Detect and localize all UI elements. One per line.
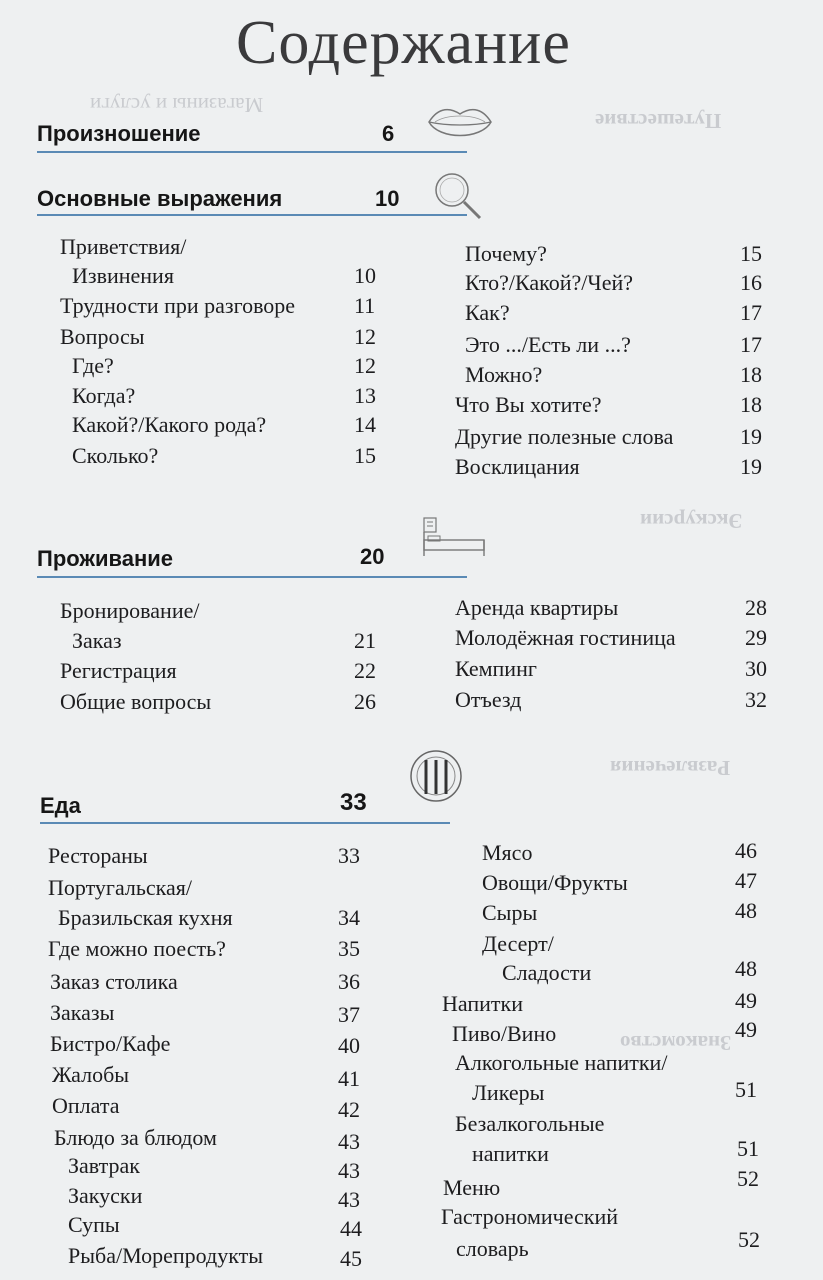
toc-entry: Сладости [502, 960, 592, 985]
toc-page: 33 [338, 843, 360, 868]
section-heading: Проживание [37, 546, 174, 571]
toc-entry: Почему? [465, 241, 547, 266]
bleed-through-text: Знакомство [620, 1031, 732, 1055]
toc-entry: Гастрономический [441, 1204, 619, 1229]
lips-icon [425, 100, 495, 146]
toc-entry: Регистрация [60, 658, 177, 683]
toc-page: 17 [740, 300, 762, 325]
toc-page: 26 [354, 689, 376, 714]
cutlery-plate-icon [408, 748, 464, 804]
section-rule [40, 822, 450, 824]
toc-entry: Десерт/ [482, 931, 554, 956]
toc-entry: Молодёжная гостиница [455, 625, 676, 650]
toc-entry: Это .../Есть ли ...? [465, 332, 631, 357]
toc-entry: Заказ [72, 628, 122, 653]
section-page: 10 [375, 186, 400, 211]
toc-page: 34 [338, 905, 360, 930]
toc-page: 48 [735, 898, 757, 923]
toc-entry: Сыры [482, 900, 538, 925]
toc-page: 22 [354, 658, 376, 683]
toc-page: 16 [740, 270, 762, 295]
toc-page: 51 [735, 1077, 757, 1102]
toc-entry: Алкогольные напитки/ [455, 1050, 668, 1075]
toc-entry: Рестораны [48, 843, 148, 868]
toc-entry: Где? [72, 353, 114, 378]
toc-page: 18 [740, 392, 762, 417]
toc-entry: Где можно поесть? [48, 936, 226, 961]
toc-entry: Овощи/Фрукты [482, 870, 628, 895]
toc-entry: напитки [472, 1141, 549, 1166]
toc-entry: Супы [68, 1212, 120, 1237]
toc-page: 44 [340, 1216, 362, 1241]
toc-page: 52 [737, 1166, 759, 1191]
toc-page: 42 [338, 1097, 360, 1122]
toc-page: 30 [745, 656, 767, 681]
toc-entry: Бистро/Кафе [50, 1031, 171, 1056]
toc-page: 49 [735, 1017, 757, 1042]
toc-page: 12 [354, 324, 376, 349]
section-heading: Произношение [37, 121, 201, 146]
toc-entry: Отъезд [455, 687, 522, 712]
toc-page: 15 [740, 241, 762, 266]
toc-entry: Закуски [68, 1183, 143, 1208]
toc-page: 17 [740, 332, 762, 357]
toc-page: 18 [740, 362, 762, 387]
toc-entry: Аренда квартиры [455, 595, 619, 620]
toc-page: 43 [338, 1129, 360, 1154]
toc-entry: Напитки [442, 991, 523, 1016]
section-rule [37, 214, 467, 216]
toc-page: 19 [740, 454, 762, 479]
toc-page: 51 [737, 1136, 759, 1161]
toc-entry: Безалкогольные [455, 1111, 605, 1136]
toc-entry: Заказы [50, 1000, 115, 1025]
toc-page: 49 [735, 988, 757, 1013]
toc-page: 32 [745, 687, 767, 712]
bleed-through-text: Экскурсии [640, 509, 743, 533]
section-page: 6 [382, 121, 395, 146]
section-heading: Основные выражения [37, 186, 283, 211]
toc-entry: Восклицания [455, 454, 580, 479]
toc-page: 35 [338, 936, 360, 961]
toc-page: 43 [338, 1158, 360, 1183]
toc-entry: Оплата [52, 1093, 120, 1118]
toc-page: 11 [354, 293, 376, 318]
section-rule [37, 576, 467, 578]
toc-entry: Кемпинг [455, 656, 537, 681]
toc-entry: Меню [443, 1175, 501, 1200]
toc-page: 47 [735, 868, 757, 893]
toc-entry: Что Вы хотите? [455, 392, 602, 417]
toc-entry: Вопросы [60, 324, 145, 349]
toc-entry: Рыба/Морепродукты [68, 1243, 263, 1268]
toc-page: 40 [338, 1033, 360, 1058]
toc-page: 45 [340, 1246, 362, 1271]
toc-entry: Когда? [72, 383, 136, 408]
toc-page: 37 [338, 1002, 360, 1027]
section-heading: Еда [40, 793, 81, 818]
bleed-through-text: Магазины и услуги [90, 93, 264, 117]
toc-entry: Заказ столика [50, 969, 178, 994]
toc-entry: Сколько? [72, 443, 159, 468]
toc-page: 28 [745, 595, 767, 620]
toc-page: 14 [354, 412, 376, 437]
toc-entry: Мясо [482, 840, 533, 865]
toc-entry: Бронирование/ [60, 598, 200, 623]
toc-entry: Бразильская кухня [58, 905, 233, 930]
toc-page: 10 [354, 263, 376, 288]
toc-entry: Кто?/Какой?/Чей? [465, 270, 634, 295]
toc-page: 52 [738, 1227, 760, 1252]
toc-entry: Жалобы [52, 1062, 130, 1087]
toc-page: 48 [735, 956, 757, 981]
toc-entry: Другие полезные слова [455, 424, 674, 449]
section-rule [37, 151, 467, 153]
toc-page: 15 [354, 443, 376, 468]
toc-page: 19 [740, 424, 762, 449]
bleed-through-text: Путешествие [595, 109, 722, 133]
bed-icon [420, 514, 490, 558]
toc-page: 43 [338, 1187, 360, 1212]
toc-page: 36 [338, 969, 360, 994]
toc-entry: Какой?/Какого рода? [72, 412, 267, 437]
toc-entry: словарь [456, 1236, 529, 1261]
toc-page: 21 [354, 628, 376, 653]
toc-entry: Ликеры [472, 1080, 545, 1105]
toc-page: 46 [735, 838, 757, 863]
bleed-through-text: Развлечения [610, 756, 731, 780]
toc-entry: Португальская/ [48, 875, 193, 900]
toc-page: 41 [338, 1066, 360, 1091]
toc-entry: Блюдо за блюдом [54, 1125, 217, 1150]
page-title: Содержание [236, 9, 571, 77]
toc-entry: Пиво/Вино [452, 1021, 557, 1046]
toc-entry: Как? [465, 300, 510, 325]
toc-entry: Общие вопросы [60, 689, 212, 714]
toc-page: 13 [354, 383, 376, 408]
toc-entry: Приветствия/ [60, 234, 187, 259]
toc-page: 12 [354, 353, 376, 378]
toc-entry: Завтрак [68, 1153, 140, 1178]
toc-page: 29 [745, 625, 767, 650]
toc-entry: Трудности при разговоре [60, 293, 296, 318]
toc-entry: Извинения [72, 263, 174, 288]
section-page: 33 [340, 789, 367, 816]
toc-entry: Можно? [465, 362, 543, 387]
section-page: 20 [360, 544, 385, 569]
